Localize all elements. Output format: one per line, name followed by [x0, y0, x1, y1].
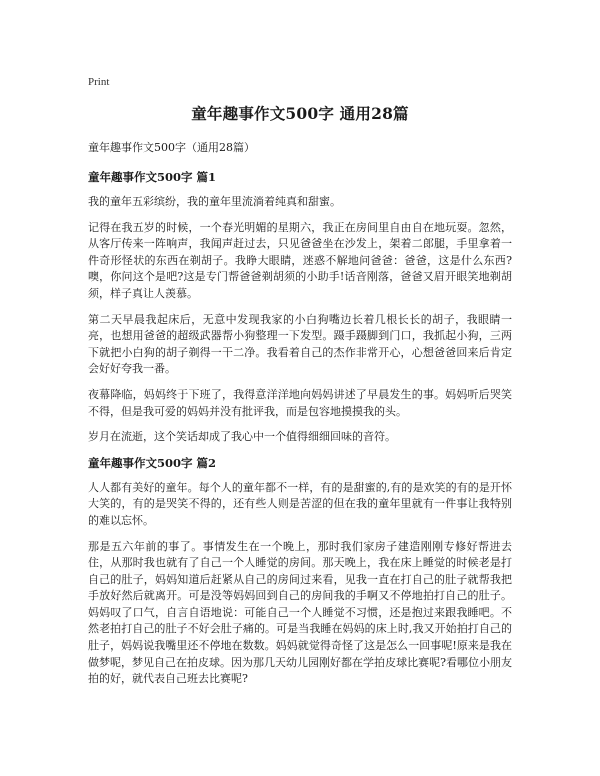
paragraph: 记得在我五岁的时候，一个春光明媚的星期六，我正在房间里自由自在地玩耍。忽然，从客厅传来一阵响声，我闻声赶过去，只见爸爸坐在沙发上，架着二郎腿，手里拿着一件奇形怪状的东西在剃胡子。我睁大眼睛，迷惑不解地问爸爸：爸爸，这是什么东西?噢，你问这个是吧?这是专门帮爸爸剃胡须的小助手!话音刚落，爸爸又眉开眼笑地剃胡须，样子真让人羡慕。 — [88, 220, 512, 300]
paragraph: 第二天早晨我起床后，无意中发现我家的小白狗嘴边长着几根长长的胡子，我眼睛一亮，也想用爸爸的超级武器帮小狗整理一下发型。蹑手蹑脚到门口，我抓起小狗，三两下就把小白狗的胡子剃得一干二净。我看着自己的杰作非常开心，心想爸爸回来后肯定会好好夸我一番。 — [88, 312, 512, 376]
section-heading: 童年趣事作文500字 篇2 — [88, 455, 217, 470]
paragraph: 那是五六年前的事了。事情发生在一个晚上，那时我们家房子建造刚刚专修好帮进去住，从那时我也就有了自己一个人睡觉的房间。那天晚上，我在床上睡觉的时候老是打自己的肚子，妈妈知道后赶紧从自己的房间过来看，见我一直在打自己的肚子就帮我把手放好然后就离开。可是没等妈妈回到自己的房间我的手啊又不停地拍打自己的肚子。妈妈叹了口气，自言自语地说：可能自己一个人睡觉不习惯，还是抱过来跟我睡吧。不然老拍打自己的肚子不好会肚子痛的。可是当我睡在妈妈的床上时,我又开始拍打自己的肚子，妈妈说我嘴里还不停地在数数。妈妈就觉得奇怪了这是怎么一回事呢!原来是我在做梦呢，梦见自己在拍皮球。因为那几天幼儿园刚好都在学拍皮球比赛呢?看哪位小朋友拍的好，就代表自己班去比赛呢? — [88, 539, 512, 686]
print-link[interactable]: Print — [88, 76, 110, 88]
paragraph: 我的童年五彩缤纷，我的童年里流淌着纯真和甜蜜。 — [88, 195, 341, 208]
paragraph: 岁月在流逝，这个笑话却成了我心中一个值得细细回味的音符。 — [88, 430, 396, 444]
page-title: 童年趣事作文500字 通用28篇 — [191, 104, 409, 123]
essay-section-1 — [88, 169, 512, 446]
document-subtitle: 童年趣事作文500字（通用28篇） — [88, 141, 255, 154]
section-heading: 童年趣事作文500字 篇1 — [88, 170, 217, 184]
paragraph: 夜幕降临，妈妈终于下班了，我得意洋洋地向妈妈讲述了早晨发生的事。妈妈听后哭笑不得，但是我可爱的妈妈并没有批评我，而是包容地摸摸我的头。 — [88, 387, 512, 418]
paragraph: 人人都有美好的童年。每个人的童年都不一样，有的是甜蜜的,有的是欢笑的有的是开怀大笑的，有的是哭笑不得的，还有些人则是苦涩的但在我的童年里就有一件事让我特别的难以忘怀。 — [88, 480, 512, 527]
essay-section-2 — [88, 455, 512, 688]
